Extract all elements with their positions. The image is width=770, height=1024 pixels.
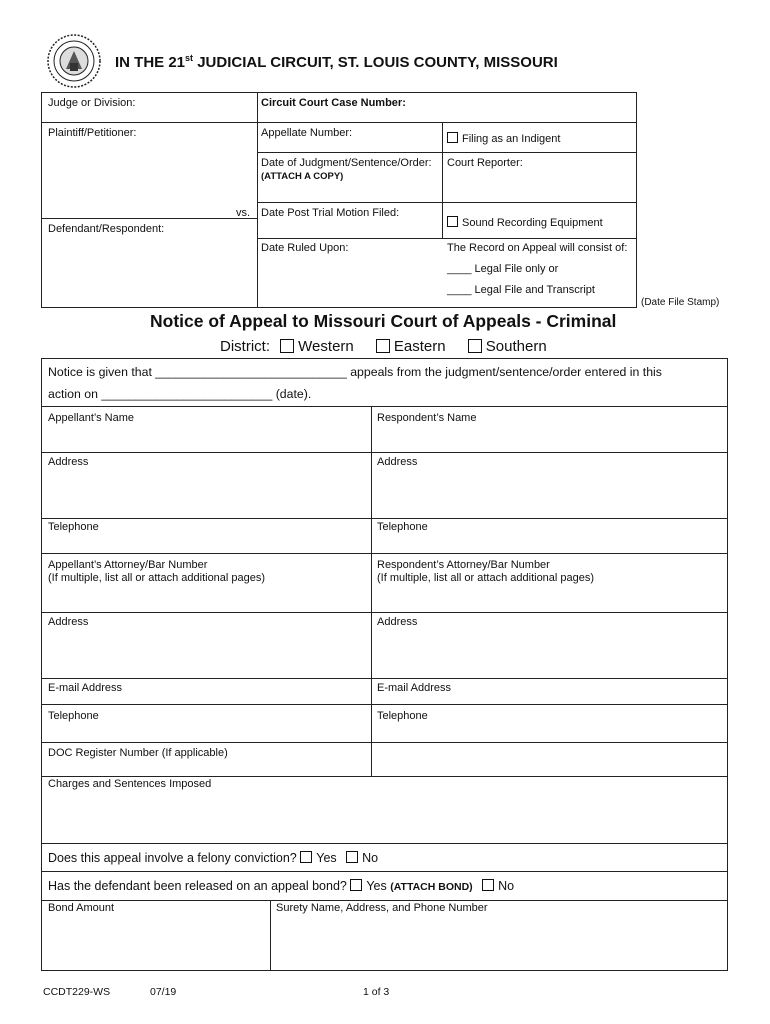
charges-input[interactable] <box>46 792 722 840</box>
appellant-telephone-label: Telephone <box>48 521 99 533</box>
page-title: IN THE 21st JUDICIAL CIRCUIT, ST. LOUIS COUNTY, MISSOURI <box>115 53 558 71</box>
notice-title: Notice of Appeal to Missouri Court of Appeals - Criminal <box>150 311 617 331</box>
notice-line-2: action on _________________________ (date). <box>48 387 312 401</box>
respondent-address-label: Address <box>377 456 418 468</box>
surety-input[interactable] <box>275 916 722 966</box>
sound-recording-checkbox[interactable] <box>447 216 603 230</box>
district-row <box>220 338 547 355</box>
bond-yes-option[interactable]: Yes <box>350 879 386 893</box>
date-file-stamp-label: (Date File Stamp) <box>641 297 720 308</box>
vs-label: vs. <box>236 207 251 219</box>
bond-no-option[interactable]: No <box>482 879 514 893</box>
appellant-attorney-label: Appellant’s Attorney/Bar Number <box>48 559 208 571</box>
plaintiff-input[interactable] <box>46 142 251 212</box>
date-ruled-label: Date Ruled Upon: <box>261 242 349 254</box>
defendant-label: Defendant/Respondent: <box>48 223 165 235</box>
legal-file-transcript-option[interactable]: ____ Legal File and Transcript <box>447 284 595 296</box>
checkbox-icon <box>346 851 358 863</box>
charges-label: Charges and Sentences Imposed <box>48 778 212 790</box>
respondent-attorney-label: Respondent’s Attorney/Bar Number <box>377 559 550 571</box>
court-reporter-label: Court Reporter: <box>447 157 523 169</box>
checkbox-icon <box>376 339 390 353</box>
appellate-number-label: Appellate Number: <box>261 127 353 139</box>
appellant-attorney-address-label: Address <box>48 616 89 628</box>
checkbox-icon <box>468 339 482 353</box>
record-label: The Record on Appeal will consist of: <box>447 242 628 254</box>
appellant-attorney-telephone-label: Telephone <box>48 710 99 722</box>
checkbox-icon <box>280 339 294 353</box>
attach-copy-label: (ATTACH A COPY) <box>261 171 344 182</box>
district-western-option[interactable]: Western <box>280 338 354 355</box>
surety-label: Surety Name, Address, and Phone Number <box>276 902 488 914</box>
notice-line-1: Notice is given that ____________________________ appeals from the judgment/sentence/order entered in this <box>48 365 662 379</box>
felony-no-option[interactable]: No <box>346 851 378 865</box>
bond-question-row <box>48 879 514 894</box>
attach-bond-note: (ATTACH BOND) <box>390 881 473 893</box>
checkbox-icon <box>447 132 458 143</box>
bond-question: Has the defendant been released on an appeal bond? <box>48 879 347 893</box>
form-id: CCDT229-WS <box>43 986 111 998</box>
district-southern-option[interactable]: Southern <box>468 338 547 355</box>
plaintiff-label: Plaintiff/Petitioner: <box>48 127 137 139</box>
court-seal-icon <box>46 33 102 89</box>
felony-question-row <box>48 851 378 865</box>
respondent-telephone-label: Telephone <box>377 521 428 533</box>
date-post-trial-label: Date Post Trial Motion Filed: <box>261 207 400 219</box>
felony-question: Does this appeal involve a felony conviction? <box>48 851 297 865</box>
appellant-name-label: Appellant’s Name <box>48 412 135 424</box>
filing-indigent-label: Filing as an Indigent <box>462 133 561 145</box>
defendant-input[interactable] <box>46 238 251 303</box>
respondent-attorney-telephone-label: Telephone <box>377 710 428 722</box>
appellant-email-label: E-mail Address <box>48 682 122 694</box>
respondent-attorney-address-label: Address <box>377 616 418 628</box>
appellant-address-label: Address <box>48 456 89 468</box>
case-number-label: Circuit Court Case Number: <box>261 97 406 109</box>
district-eastern-option[interactable]: Eastern <box>376 338 446 355</box>
appellant-multiple-note: (If multiple, list all or attach additional pages) <box>48 572 266 584</box>
doc-register-label: DOC Register Number (If applicable) <box>48 747 228 759</box>
sound-recording-label: Sound Recording Equipment <box>462 217 603 229</box>
judge-division-label: Judge or Division: <box>48 97 136 109</box>
page-number: 1 of 3 <box>363 986 390 998</box>
form-date: 07/19 <box>150 986 177 998</box>
bond-amount-input[interactable] <box>46 916 264 966</box>
checkbox-icon <box>447 216 458 227</box>
checkbox-icon <box>300 851 312 863</box>
date-judgment-label: Date of Judgment/Sentence/Order: <box>261 157 432 169</box>
respondent-multiple-note: (If multiple, list all or attach additional pages) <box>377 572 595 584</box>
felony-yes-option[interactable]: Yes <box>300 851 336 865</box>
checkbox-icon <box>482 879 494 891</box>
filing-indigent-checkbox[interactable] <box>447 132 560 146</box>
case-number-input[interactable] <box>420 95 630 119</box>
checkbox-icon <box>350 879 362 891</box>
bond-amount-label: Bond Amount <box>48 902 115 914</box>
respondent-name-label: Respondent’s Name <box>377 412 477 424</box>
legal-file-only-option[interactable]: ____ Legal File only or <box>447 263 559 275</box>
respondent-email-label: E-mail Address <box>377 682 451 694</box>
district-label: District: <box>220 338 270 355</box>
